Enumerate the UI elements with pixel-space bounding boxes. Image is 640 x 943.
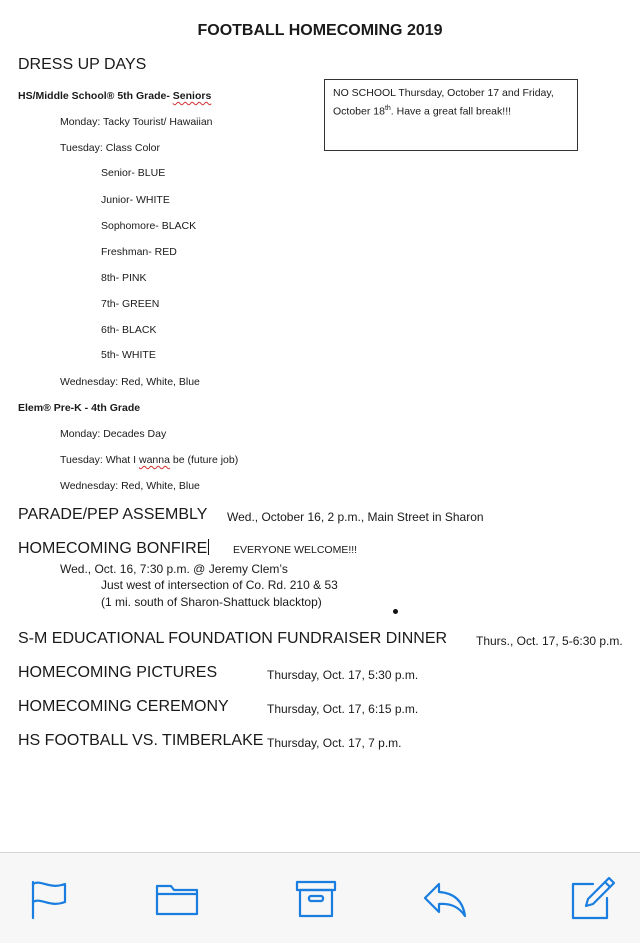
bonfire-line2: Just west of intersection of Co. Rd. 210 & 53 — [101, 578, 338, 592]
compose-button[interactable] — [568, 875, 616, 923]
elem-heading: Elem® Pre-K - 4th Grade — [18, 402, 141, 414]
folder-icon — [154, 876, 200, 922]
class-color-item: 6th- BLACK — [101, 324, 157, 336]
dress-up-heading: DRESS UP DAYS — [18, 56, 147, 73]
flag-button[interactable] — [24, 875, 72, 923]
hs-wednesday: Wednesday: Red, White, Blue — [60, 376, 200, 388]
bonfire-line3: (1 mi. south of Sharon-Shattuck blacktop) — [101, 595, 322, 609]
elem-tuesday-squig: wanna — [138, 454, 170, 466]
bonfire-line1: Wed., Oct. 16, 7:30 p.m. @ Jeremy Clem’s — [60, 562, 288, 576]
text-cursor — [208, 539, 209, 555]
dinner-heading: S-M EDUCATIONAL FOUNDATION FUNDRAISER DINNER — [18, 630, 448, 647]
notice-text-end: . Have a great fall break!!! — [390, 105, 512, 118]
folder-button[interactable] — [153, 875, 201, 923]
reply-button[interactable] — [420, 875, 468, 923]
compose-icon — [569, 876, 615, 922]
bonfire-heading-text: HOMECOMING BONFIRE — [18, 540, 208, 557]
notice-sup: th — [384, 105, 391, 112]
bonfire-welcome: EVERYONE WELCOME!!! — [233, 544, 358, 556]
elem-monday: Monday: Decades Day — [60, 428, 167, 440]
no-school-notice — [324, 79, 578, 151]
class-color-item: Senior- BLUE — [101, 167, 166, 179]
parade-heading: PARADE/PEP ASSEMBLY — [18, 506, 208, 523]
pictures-heading: HOMECOMING PICTURES — [18, 664, 218, 681]
elem-tuesday-text: Tuesday: What I — [60, 454, 139, 466]
reply-icon — [421, 876, 467, 922]
bullet-dot — [393, 609, 398, 614]
dinner-detail: Thurs., Oct. 17, 5-6:30 p.m. — [476, 634, 623, 648]
bottom-toolbar — [0, 852, 640, 943]
hs-heading — [18, 90, 211, 102]
pictures-detail: Thursday, Oct. 17, 5:30 p.m. — [267, 668, 419, 682]
football-heading: HS FOOTBALL VS. TIMBERLAKE — [18, 732, 264, 749]
class-color-item: Sophomore- BLACK — [101, 220, 197, 232]
hs-heading-squig: Seniors — [172, 90, 212, 102]
archive-button[interactable] — [292, 875, 340, 923]
flag-icon — [25, 876, 71, 922]
elem-tuesday — [60, 454, 238, 466]
class-color-item: 7th- GREEN — [101, 298, 160, 310]
football-detail: Thursday, Oct. 17, 7 p.m. — [267, 736, 402, 750]
hs-tuesday: Tuesday: Class Color — [60, 142, 160, 154]
class-color-item: 5th- WHITE — [101, 349, 156, 361]
ceremony-heading: HOMECOMING CEREMONY — [18, 698, 229, 715]
class-color-item: 8th- PINK — [101, 272, 147, 284]
document-title: FOOTBALL HOMECOMING 2019 — [197, 22, 443, 39]
ceremony-detail: Thursday, Oct. 17, 6:15 p.m. — [267, 702, 419, 716]
elem-tuesday-suffix: be (future job) — [169, 454, 239, 466]
class-color-item: Freshman- RED — [101, 246, 177, 258]
bonfire-heading — [18, 539, 209, 558]
notice-text: NO SCHOOL Thursday, October 17 and Friday, October 18 — [333, 87, 554, 118]
hs-monday: Monday: Tacky Tourist/ Hawaiian — [60, 116, 213, 128]
parade-detail: Wed., October 16, 2 p.m., Main Street in Sharon — [227, 510, 484, 524]
elem-wednesday: Wednesday: Red, White, Blue — [60, 480, 200, 492]
archive-icon — [293, 876, 339, 922]
hs-heading-text: HS/Middle School® 5th Grade- — [18, 90, 173, 102]
class-color-item: Junior- WHITE — [101, 194, 170, 206]
